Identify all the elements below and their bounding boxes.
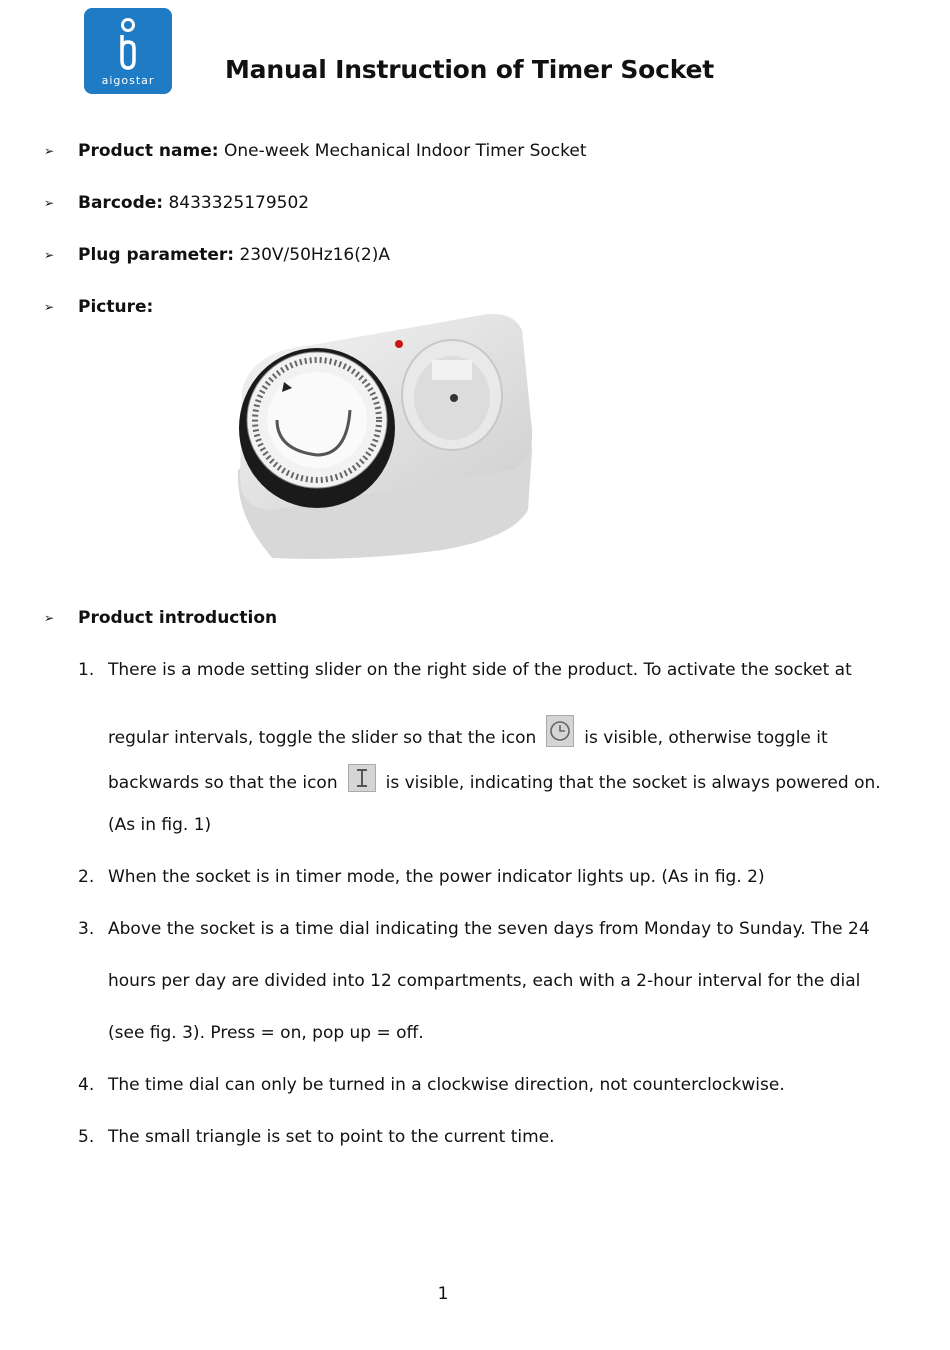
timer-socket-image	[232, 310, 537, 562]
list-item-text: The small triangle is set to point to the current time.	[108, 1127, 555, 1147]
list-number: 5.	[78, 1127, 95, 1147]
list-item-text: hours per day are divided into 12 compartments, each with a 2-hour interval for the dial	[108, 971, 861, 991]
list-number: 4.	[78, 1075, 95, 1095]
bullet-arrow-icon: ➢	[44, 248, 55, 262]
info-label: Barcode:	[78, 193, 164, 213]
list-item-text: regular intervals, toggle the slider so that the icon is visible, otherwise toggle it	[108, 715, 828, 754]
list-item-text: (As in fig. 1)	[108, 815, 212, 835]
bullet-arrow-icon: ➢	[44, 300, 55, 314]
brand-logo	[84, 8, 172, 94]
list-item-text: The time dial can only be turned in a clockwise direction, not counterclockwise.	[108, 1075, 785, 1095]
list-item-text: backwards so that the icon is visible, indicating that the socket is always powered on.	[108, 764, 881, 799]
list-item-text: Above the socket is a time dial indicating the seven days from Monday to Sunday. The 24	[108, 919, 870, 939]
info-label: Picture:	[78, 297, 154, 317]
info-value: 230V/50Hz16(2)A	[239, 245, 390, 265]
always-on-mode-icon	[348, 764, 376, 799]
section-heading: Product introduction	[78, 608, 278, 628]
list-item-text: There is a mode setting slider on the right side of the product. To activate the socket at	[108, 660, 852, 680]
info-picture	[78, 295, 153, 319]
info-label: Plug parameter:	[78, 245, 235, 265]
clock-mode-icon	[546, 715, 574, 754]
info-value: One-week Mechanical Indoor Timer Socket	[223, 141, 587, 161]
list-number: 2.	[78, 867, 95, 887]
info-plug-parameter	[78, 243, 390, 267]
list-item-text: When the socket is in timer mode, the power indicator lights up. (As in fig. 2)	[108, 867, 765, 887]
info-value: 8433325179502	[168, 193, 310, 213]
page-title: Manual Instruction of Timer Socket	[225, 55, 715, 84]
bullet-arrow-icon: ➢	[44, 196, 55, 210]
list-number: 3.	[78, 919, 95, 939]
info-barcode	[78, 191, 309, 215]
info-label: Product name:	[78, 141, 219, 161]
bullet-arrow-icon: ➢	[44, 144, 55, 158]
list-item-text: (see fig. 3). Press = on, pop up = off.	[108, 1023, 424, 1043]
bullet-arrow-icon: ➢	[44, 611, 55, 625]
logo-text: aigostar	[101, 74, 155, 87]
list-number: 1.	[78, 660, 95, 680]
info-product-name	[78, 139, 587, 163]
page-number: 1	[437, 1284, 449, 1304]
